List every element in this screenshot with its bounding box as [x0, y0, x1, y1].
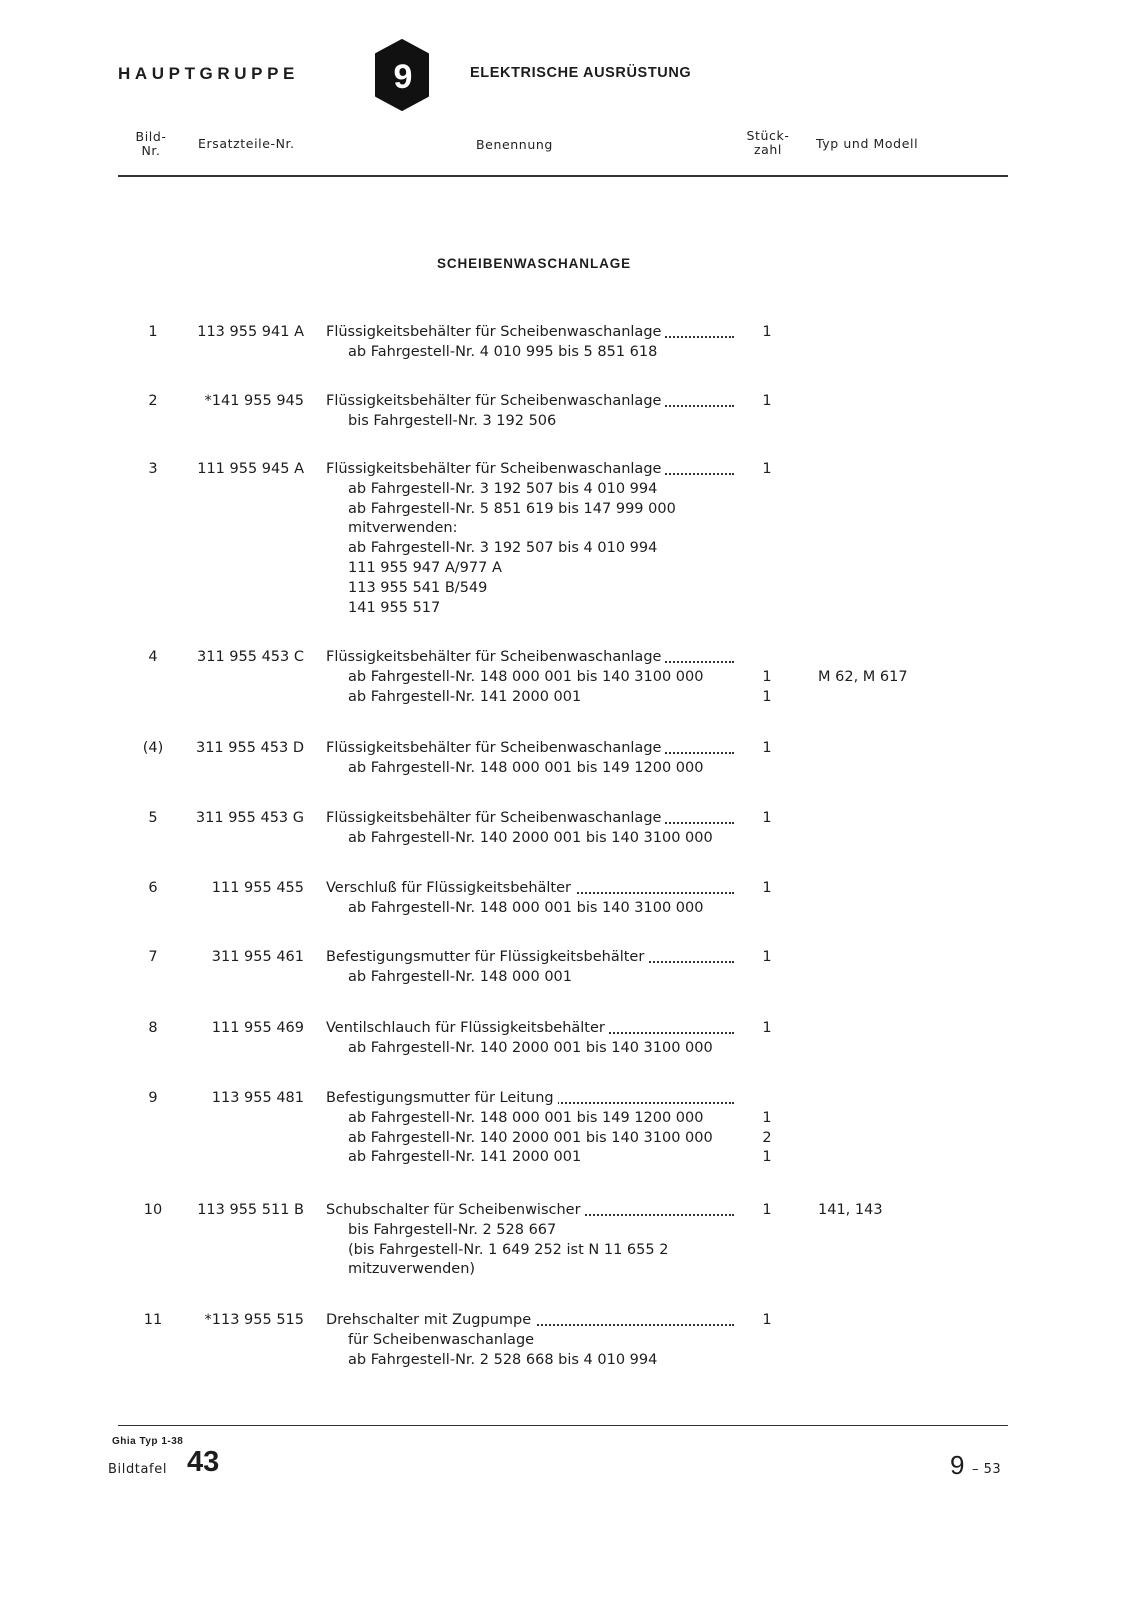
item-qty: 1: [762, 324, 772, 340]
group-number: 9: [393, 58, 413, 96]
item-name-text: Befestigungsmutter für Flüssigkeitsbehälter: [326, 949, 648, 965]
list-item: [0, 460, 1133, 620]
list-item: [0, 1089, 1133, 1170]
item-qty: 1: [762, 1202, 772, 1218]
item-detail-line: 113 955 541 B/549: [348, 579, 488, 596]
list-item: [0, 392, 1133, 434]
item-detail-line: ab Fahrgestell-Nr. 3 192 507 bis 4 010 994: [348, 540, 658, 557]
item-detail-qty: 1: [762, 1149, 772, 1166]
group-badge-shape: [372, 38, 430, 112]
item-detail-qty: 1: [762, 688, 772, 705]
item-qty: 1: [762, 740, 772, 756]
item-number: 8: [148, 1020, 158, 1036]
item-number: 11: [143, 1312, 163, 1328]
item-name: [326, 648, 734, 668]
list-item: [0, 879, 1133, 921]
item-detail-line: bis Fahrgestell-Nr. 3 192 506: [348, 412, 557, 429]
page-number-main: 9: [950, 1450, 965, 1480]
item-qty: 1: [762, 1020, 772, 1036]
item-detail-line: für Scheibenwaschanlage: [348, 1331, 535, 1348]
item-name-text: Flüssigkeitsbehälter für Scheibenwaschanlage: [326, 649, 665, 665]
item-detail-qty: 2: [762, 1129, 772, 1146]
item-detail-line: ab Fahrgestell-Nr. 2 528 668 bis 4 010 994: [348, 1351, 658, 1368]
item-number: 9: [148, 1090, 158, 1106]
item-number: 2: [148, 393, 158, 409]
part-number: 111 955 469: [211, 1020, 304, 1036]
bildtafel-number: 43: [187, 1446, 220, 1478]
item-name-text: Flüssigkeitsbehälter für Scheibenwaschanlage: [326, 810, 665, 826]
item-detail-line: ab Fahrgestell-Nr. 148 000 001 bis 149 1200 000: [348, 1109, 704, 1126]
item-detail-line: ab Fahrgestell-Nr. 141 2000 001: [348, 1149, 582, 1166]
list-item: [0, 1019, 1133, 1061]
item-name-text: Ventilschlauch für Flüssigkeitsbehälter: [326, 1020, 609, 1036]
item-name-text: Flüssigkeitsbehälter für Scheibenwaschanlage: [326, 393, 665, 409]
item-name: [326, 739, 734, 759]
item-detail-line: 141 955 517: [348, 599, 441, 616]
footer-divider: [118, 1425, 1008, 1426]
item-name: [326, 1019, 734, 1039]
item-name: [326, 1089, 734, 1109]
item-qty: 1: [762, 949, 772, 965]
item-detail-line: (bis Fahrgestell-Nr. 1 649 252 ist N 11 655 2: [348, 1241, 669, 1258]
item-detail-line: ab Fahrgestell-Nr. 140 2000 001 bis 140 3100 000: [348, 1039, 713, 1056]
group-label: HAUPTGRUPPE: [118, 64, 299, 83]
list-item: [0, 1201, 1133, 1282]
item-name: [326, 1311, 734, 1331]
item-number: 6: [148, 880, 158, 896]
col-qty-line2: zahl: [753, 142, 783, 157]
item-name-text: Flüssigkeitsbehälter für Scheibenwaschanlage: [326, 461, 665, 477]
group-number-badge: [372, 38, 430, 112]
col-qty-line1: Stück-: [746, 128, 790, 143]
page-number-sub: – 53: [972, 1462, 1002, 1477]
item-qty: 1: [762, 810, 772, 826]
item-number: 10: [143, 1202, 163, 1218]
group-title: ELEKTRISCHE AUSRÜSTUNG: [470, 65, 692, 81]
item-number: (4): [142, 740, 164, 756]
list-item: [0, 648, 1133, 709]
item-detail-line: ab Fahrgestell-Nr. 4 010 995 bis 5 851 618: [348, 343, 658, 360]
part-number: 111 955 455: [211, 880, 304, 896]
part-number: 111 955 945 A: [197, 461, 304, 477]
item-detail-line: ab Fahrgestell-Nr. 148 000 001 bis 140 3100 000: [348, 899, 704, 916]
item-detail-qty: 1: [762, 1109, 772, 1126]
item-name: [326, 948, 734, 968]
list-item: [0, 809, 1133, 851]
col-bild-nr-line1: Bild-: [135, 129, 167, 144]
item-name-text: Schubschalter für Scheibenwischer: [326, 1202, 585, 1218]
item-detail-line: bis Fahrgestell-Nr. 2 528 667: [348, 1221, 557, 1238]
item-detail-type: M 62, M 617: [818, 668, 908, 685]
item-detail-line: 111 955 947 A/977 A: [348, 560, 502, 576]
item-detail-line: ab Fahrgestell-Nr. 141 2000 001: [348, 688, 582, 705]
part-number: 311 955 453 D: [195, 740, 304, 756]
item-detail-line: ab Fahrgestell-Nr. 140 2000 001 bis 140 3100 000: [348, 829, 713, 846]
item-number: 4: [148, 649, 158, 665]
item-detail-line: mitzuverwenden): [348, 1261, 476, 1278]
item-detail-line: ab Fahrgestell-Nr. 140 2000 001 bis 140 3100 000: [348, 1129, 713, 1146]
item-name: [326, 460, 734, 480]
part-number: 113 955 481: [211, 1090, 304, 1106]
col-type: Typ und Modell: [816, 136, 919, 151]
item-detail-line: ab Fahrgestell-Nr. 3 192 507 bis 4 010 994: [348, 480, 658, 497]
item-number: 1: [148, 324, 158, 340]
item-name-text: Verschluß für Flüssigkeitsbehälter: [326, 880, 575, 896]
section-title: SCHEIBENWASCHANLAGE: [436, 256, 632, 271]
item-qty: 1: [762, 461, 772, 477]
item-type: 141, 143: [818, 1202, 883, 1218]
item-name-text: Drehschalter mit Zugpumpe: [326, 1312, 535, 1328]
list-item: [0, 1311, 1133, 1372]
part-number: 311 955 453 C: [197, 649, 304, 665]
item-name-text: Befestigungsmutter für Leitung: [326, 1090, 558, 1106]
item-name: [326, 879, 734, 899]
part-number: 311 955 461: [211, 949, 304, 965]
part-number: 311 955 453 G: [195, 810, 304, 826]
item-name: [326, 809, 734, 829]
item-qty: 1: [762, 393, 772, 409]
item-number: 5: [148, 810, 158, 826]
col-name: Benennung: [476, 137, 553, 152]
list-item: [0, 948, 1133, 990]
part-number: 113 955 941 A: [197, 324, 304, 340]
header-divider: [118, 175, 1008, 177]
part-number: *141 955 945: [204, 393, 304, 409]
item-name: [326, 392, 734, 412]
item-detail-line: ab Fahrgestell-Nr. 5 851 619 bis 147 999 000: [348, 500, 676, 517]
part-number: 113 955 511 B: [197, 1202, 304, 1218]
col-bild-nr-line2: Nr.: [141, 143, 161, 158]
part-number: *113 955 515: [204, 1312, 304, 1328]
col-part-no: Ersatzteile-Nr.: [198, 136, 295, 151]
item-name-text: Flüssigkeitsbehälter für Scheibenwaschanlage: [326, 324, 665, 340]
item-detail-line: ab Fahrgestell-Nr. 148 000 001: [348, 968, 573, 985]
col-bild-nr: [128, 130, 174, 158]
item-qty: 1: [762, 1312, 772, 1328]
item-detail-line: mitverwenden:: [348, 520, 458, 537]
item-detail-qty: 1: [762, 668, 772, 685]
footer-model: Ghia Typ 1-38: [112, 1436, 184, 1447]
item-detail-line: ab Fahrgestell-Nr. 148 000 001 bis 140 3100 000: [348, 668, 704, 685]
col-qty: [738, 129, 798, 157]
item-name: [326, 1201, 734, 1221]
list-item: [0, 739, 1133, 781]
item-qty: 1: [762, 880, 772, 896]
item-name-text: Flüssigkeitsbehälter für Scheibenwaschanlage: [326, 740, 665, 756]
item-detail-line: ab Fahrgestell-Nr. 148 000 001 bis 149 1200 000: [348, 759, 704, 776]
list-item: [0, 323, 1133, 365]
item-number: 3: [148, 461, 158, 477]
item-number: 7: [148, 949, 158, 965]
bildtafel-label: Bildtafel: [108, 1462, 168, 1477]
item-name: [326, 323, 734, 343]
